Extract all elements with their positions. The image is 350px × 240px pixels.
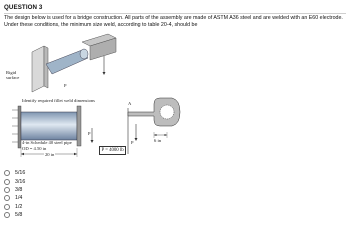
option-5-8[interactable] — [4, 211, 84, 219]
option-label: 5/8 — [15, 212, 23, 219]
option-label: 3/16 — [15, 178, 26, 185]
option-1-2[interactable] — [4, 203, 84, 211]
answer-options — [4, 169, 84, 219]
length-label: 20 in — [45, 151, 55, 157]
radio-button[interactable] — [4, 179, 10, 185]
a-label: A — [128, 101, 132, 106]
bridge-weld-figure — [4, 28, 336, 162]
end-plate — [77, 106, 81, 146]
pipe-section — [160, 105, 174, 119]
pipe-elevation — [21, 112, 77, 140]
six-inch-label: 6 in — [154, 138, 162, 143]
pipe-end — [80, 49, 88, 59]
option-3-8[interactable] — [4, 186, 84, 194]
radio-button[interactable] — [4, 195, 10, 201]
option-label: 3/8 — [15, 186, 23, 193]
p-label-top: P — [64, 83, 67, 88]
option-3-16[interactable] — [4, 177, 84, 185]
radio-button[interactable] — [4, 170, 10, 176]
p-label-side: P — [131, 140, 134, 145]
side-view — [128, 98, 180, 154]
option-label: 1/2 — [15, 203, 23, 210]
rigid-wall-face — [32, 46, 44, 92]
option-5-16[interactable] — [4, 169, 84, 177]
rigid-wall-side — [44, 46, 48, 88]
question-header — [4, 2, 346, 14]
pipe-spec-label: 4-in Schedule 40 steel pipe — [22, 140, 72, 145]
header-divider — [4, 13, 346, 14]
perspective-sketch — [32, 34, 116, 92]
question-text: The design below is used for a bridge construction. All parts of the assembly are made of ASTM A36 steel and are welded with an E60 electrode. Under these conditions, the minimum size weld, according to table 20-4, should be — [4, 15, 343, 28]
option-label: 1/4 — [15, 195, 23, 202]
load-arrowhead-top — [103, 72, 106, 75]
radio-button[interactable] — [4, 212, 10, 218]
wall-elevation — [18, 106, 21, 148]
p-label-elev: P — [88, 131, 91, 136]
rigid-surface-label: Rigid surface — [6, 70, 20, 81]
force-label: P = 4000 lb — [99, 146, 126, 155]
question-title: QUESTION 3 — [4, 4, 43, 11]
identify-welds-label: Identify required fillet weld dimensions — [22, 98, 95, 103]
radio-button[interactable] — [4, 204, 10, 210]
option-label: 5/16 — [15, 170, 26, 177]
option-1-4[interactable] — [4, 194, 84, 202]
od-label: OD = 4.50 in — [22, 145, 47, 151]
radio-button[interactable] — [4, 187, 10, 193]
